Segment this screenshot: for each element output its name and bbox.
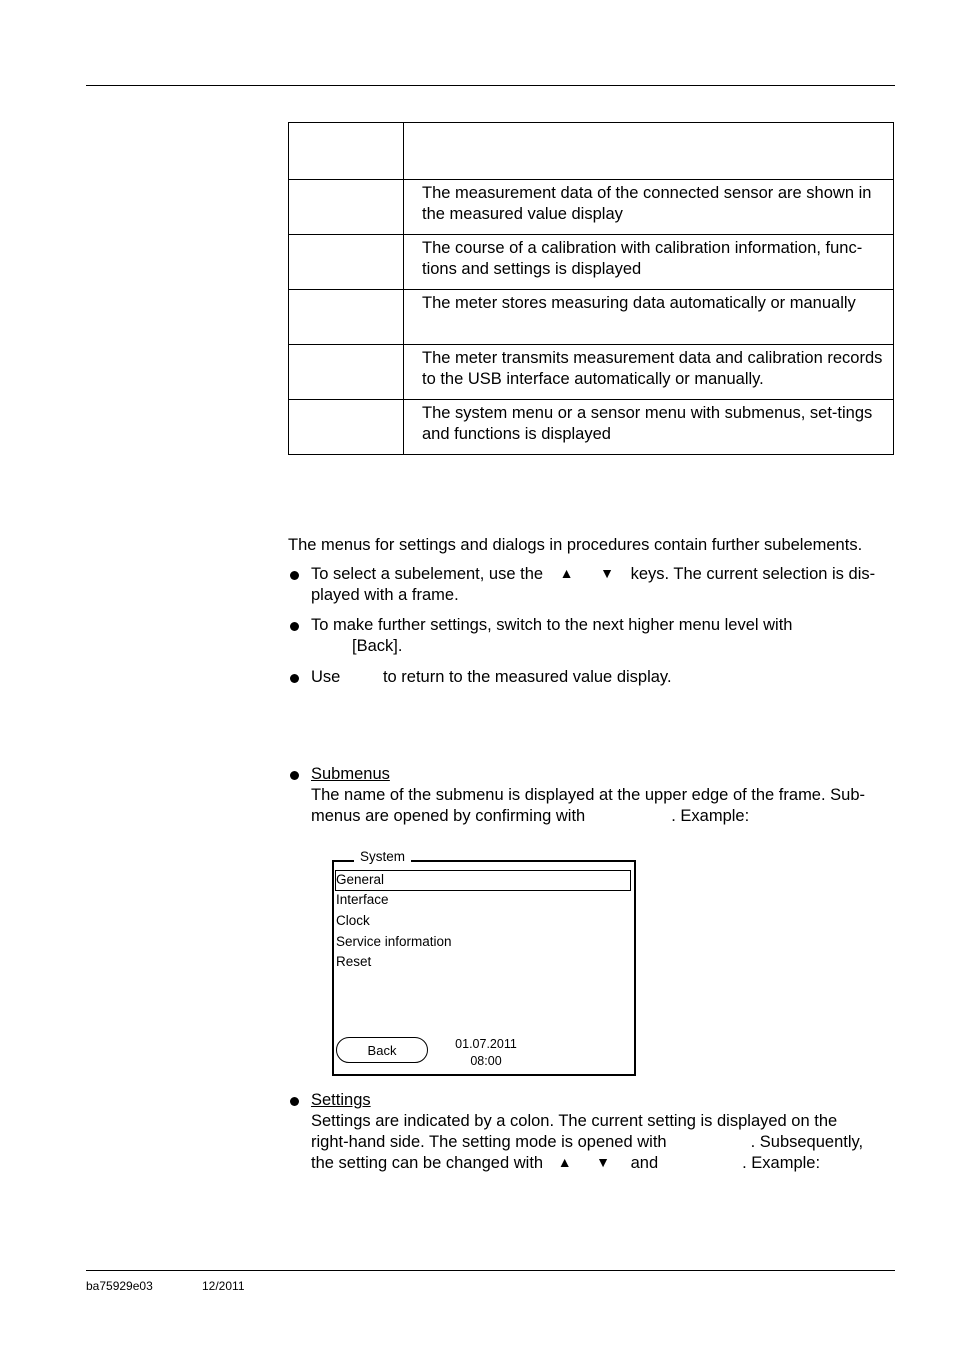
settings-text: . Example:: [742, 1154, 821, 1172]
table-header-row: [289, 123, 894, 180]
table-row: [289, 180, 894, 235]
up-arrow-icon: ▲: [559, 565, 574, 581]
bullet-text-part: to return to the measured value display.: [382, 668, 672, 686]
table-header-cell: [289, 123, 404, 180]
back-button-label: Back: [367, 1042, 397, 1058]
table-header-cell: [404, 123, 894, 180]
down-arrow-icon: ▼: [596, 1154, 610, 1170]
up-arrow-icon: ▲: [557, 1154, 572, 1170]
settings-text: and: [630, 1154, 659, 1172]
table-row: [289, 400, 894, 455]
down-arrow-icon: ▼: [600, 565, 614, 581]
submenus-text: . Example:: [671, 807, 750, 825]
table-row: [289, 235, 894, 290]
bullet-text-part: keys. The current selection is dis-played with a frame.: [311, 565, 876, 604]
bullet-text: [311, 764, 894, 827]
bullet-dot: [290, 674, 299, 683]
submenus-heading: Submenus: [311, 765, 390, 783]
footer-date: 12/2011: [202, 1279, 245, 1293]
menu-item-clock[interactable]: Clock: [336, 913, 370, 928]
header-rule: [86, 85, 895, 86]
table-row: [289, 345, 894, 400]
screen-title: System: [354, 849, 411, 864]
settings-text: . Subsequently,: [750, 1133, 864, 1151]
bullet-settings: [288, 1090, 894, 1174]
bullet-back: [288, 615, 894, 657]
bullet-text: [311, 667, 894, 688]
settings-heading: Settings: [311, 1091, 371, 1109]
menu-item-general[interactable]: [335, 870, 631, 891]
bullet-text: [311, 564, 894, 606]
date-time-display: [444, 1036, 528, 1070]
menu-item-service-information[interactable]: Service information: [336, 934, 452, 949]
bullet-text: [311, 1090, 894, 1174]
menu-item-interface[interactable]: Interface: [336, 892, 389, 907]
bullet-text: [311, 615, 894, 657]
submenus-text: The name of the submenu is displayed at the upper edge of the frame. Sub-menus are opened by confirming with: [311, 786, 866, 825]
time-text: 08:00: [470, 1054, 502, 1068]
system-menu-screen: [332, 849, 636, 1076]
bullet-text-part: Use: [311, 668, 341, 686]
date-text: 01.07.2011: [455, 1037, 517, 1051]
description-cell: The meter transmits measurement data and calibration records to the USB interface automatically or manually.: [404, 345, 894, 400]
description-cell: The measurement data of the connected sensor are shown in the measured value display: [404, 180, 894, 235]
mode-cell: [289, 290, 404, 345]
bullet-select: [288, 564, 894, 606]
mode-cell: [289, 180, 404, 235]
bullet-text-part: To make further settings, switch to the next higher menu level with: [311, 616, 793, 634]
bullet-dot: [290, 622, 299, 631]
description-cell: The system menu or a sensor menu with submenus, set-tings and functions is displayed: [404, 400, 894, 455]
menu-item-reset[interactable]: Reset: [336, 954, 372, 969]
bullet-text-part: To select a subelement, use the: [311, 565, 544, 583]
bullet-dot: [290, 571, 299, 580]
footer-doc-id: ba75929e03: [86, 1279, 153, 1293]
footer-rule: [86, 1270, 895, 1271]
settings-text: Settings are indicated by a colon. The current setting is displayed on the: [311, 1112, 838, 1130]
bullet-dot: [290, 771, 299, 780]
menu-item-label: General: [336, 872, 385, 887]
description-cell: The course of a calibration with calibration information, func-tions and settings is displayed: [404, 235, 894, 290]
back-button[interactable]: [336, 1037, 428, 1063]
intro-paragraph: The menus for settings and dialogs in procedures contain further subelements.: [288, 536, 863, 554]
mode-table: [288, 122, 894, 455]
settings-text: the setting can be changed with: [311, 1154, 544, 1172]
settings-text: right-hand side. The setting mode is opened with: [311, 1133, 667, 1151]
table-row: [289, 290, 894, 345]
description-cell: The meter stores measuring data automatically or manually: [404, 290, 894, 345]
mode-cell: [289, 345, 404, 400]
bullet-submenus: [288, 764, 894, 827]
bullet-dot: [290, 1097, 299, 1106]
back-key-text: [Back].: [352, 637, 403, 655]
mode-cell: [289, 400, 404, 455]
mode-cell: [289, 235, 404, 290]
bullet-return: [288, 667, 894, 688]
